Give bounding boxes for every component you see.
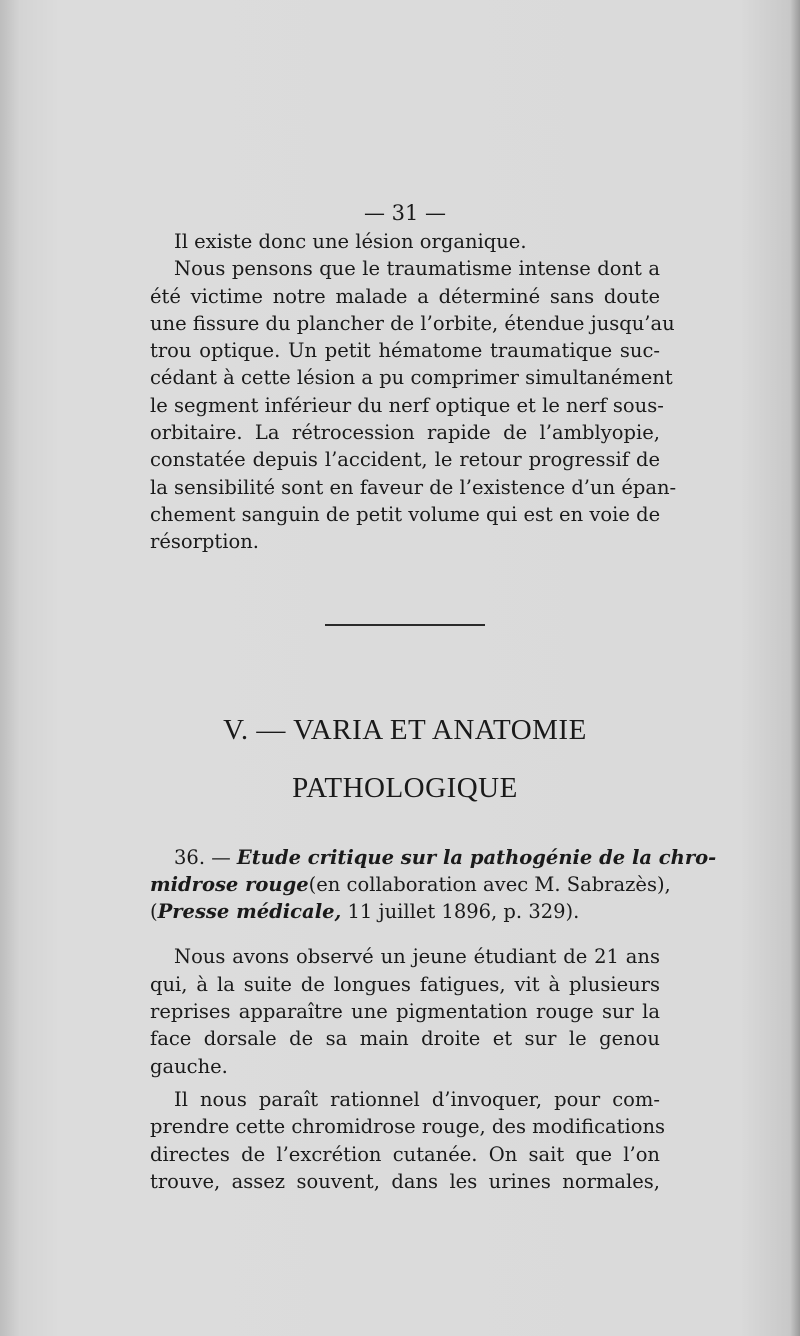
text-line: prendre cette chromidrose rouge, des modifications — [150, 1115, 666, 1139]
text-line: Il existe donc une lésion organique. — [174, 230, 527, 253]
text-line: le segment inférieur du nerf optique et le nerf sous- — [150, 393, 664, 417]
entry-source-open: ( — [150, 900, 158, 924]
text-line: reprises apparaître une pigmentation rouge sur la — [150, 1000, 660, 1024]
entry-title: Etude critique sur la pathogénie de la chro- — [236, 845, 717, 869]
text-line: Nous avons observé un jeune étudiant de 21 ans — [174, 945, 660, 969]
horizontal-rule — [325, 624, 485, 626]
paragraph-4 — [150, 1086, 666, 1195]
paragraph-1 — [150, 228, 660, 255]
entry-title-continued: midrose rouge — [150, 872, 309, 896]
text-line: la sensibilité sont en faveur de l’existence d’un épan- — [150, 475, 677, 499]
text-block — [150, 198, 717, 1195]
entry-journal: Presse médicale, — [157, 900, 342, 924]
text-line: face dorsale de sa main droite et sur le genou — [150, 1027, 660, 1051]
text-line: Nous pensons que le traumatisme intense dont a — [174, 257, 660, 281]
text-line: gauche. — [150, 1054, 228, 1078]
entry-line — [150, 844, 717, 871]
paragraph-2 — [150, 255, 677, 555]
entry-line — [150, 871, 671, 898]
text-line: résorption. — [150, 530, 259, 554]
text-line: été victime notre malade a déterminé sans doute — [150, 284, 660, 308]
text-line: cédant à cette lésion a pu comprimer simultanément — [150, 366, 673, 390]
text-line: orbitaire. La rétrocession rapide de l’amblyopie, — [150, 421, 660, 445]
spacer — [150, 925, 660, 943]
bibliography-entry — [150, 844, 717, 926]
page-number: — 31 — — [363, 201, 447, 225]
text-line: Il nous paraît rationnel d’invoquer, pour com- — [174, 1087, 660, 1111]
text-line: constatée depuis l’accident, le retour progressif de — [150, 448, 660, 472]
entry-line — [150, 898, 660, 925]
paragraph-3 — [150, 943, 660, 1079]
section-heading-line-1: V. — VARIA ET ANATOMIE — [223, 713, 587, 746]
text-line: qui, à la suite de longues fatigues, vit à plusieurs — [150, 972, 660, 996]
text-line: chement sanguin de petit volume qui est en voie de — [150, 502, 661, 526]
section-heading-line-2: PATHOLOGIQUE — [292, 771, 518, 804]
entry-source-details: 11 juillet 1896, p. 329). — [341, 900, 580, 924]
section-heading — [150, 706, 660, 812]
entry-collaboration: (en collaboration avec M. Sabrazès), — [308, 872, 671, 896]
text-line: directes de l’excrétion cutanée. On sait que l’on — [150, 1142, 660, 1166]
entry-number: 36. — — [174, 845, 231, 869]
text-line: trouve, assez souvent, dans les urines normales, — [150, 1169, 660, 1193]
text-line: une fissure du plancher de l’orbite, étendue jusqu’au — [150, 311, 675, 335]
text-line: trou optique. Un petit hématome traumatique suc- — [150, 339, 660, 363]
